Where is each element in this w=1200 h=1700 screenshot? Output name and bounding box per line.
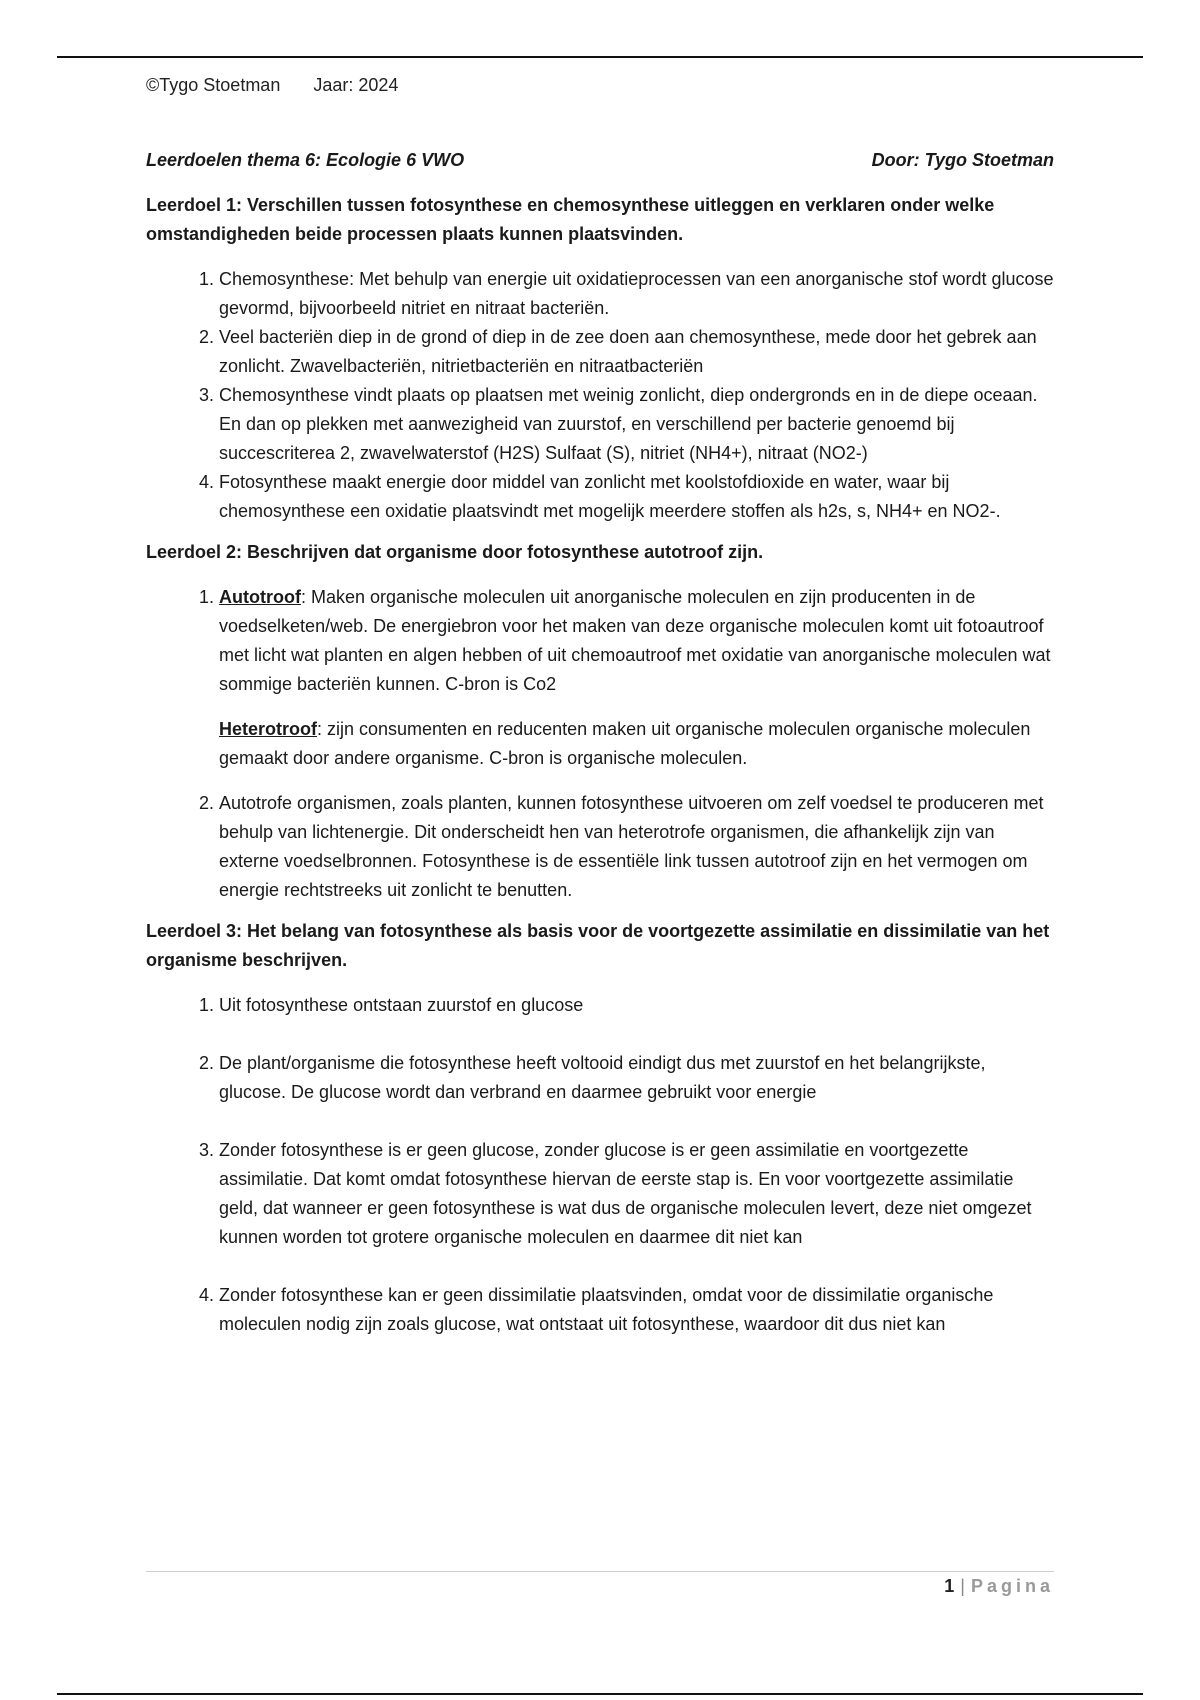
list-item: 3. Chemosynthese vindt plaats op plaatsen met weinig zonlicht, diep ondergronds en in de diepe oceaan. En dan op plekken met aanwezigheid van zuurstof, en verschillend per bacterie genoemd bij succescriterea 2, zwavelwaterstof (H2S) Sulfaat (S), nitriet (NH4+), nitraat (NO2-) bbox=[219, 381, 1054, 468]
goal-1-list bbox=[146, 265, 1054, 526]
list-item: 4. Zonder fotosynthese kan er geen dissimilatie plaatsvinden, omdat voor de dissimilatie organische moleculen nodig zijn zoals glucose, wat ontstaat uit fotosynthese, waardoor dit dus niet kan bbox=[219, 1281, 1054, 1339]
heterotroof-term: Heterotroof bbox=[219, 719, 317, 739]
page-header bbox=[146, 75, 426, 96]
document-byline: Door: Tygo Stoetman bbox=[871, 150, 1054, 170]
heterotroof-paragraph bbox=[219, 715, 1054, 773]
goal-1-heading: Leerdoel 1: Verschillen tussen fotosynthese en chemosynthese uitleggen en verklaren onder welke omstandigheden beide processen plaats kunnen plaatsvinden. bbox=[146, 195, 995, 244]
document-title-row bbox=[146, 146, 1054, 175]
page-number: 1 bbox=[944, 1576, 955, 1596]
bottom-rule bbox=[57, 1693, 1143, 1695]
list-item: 1. Uit fotosynthese ontstaan zuurstof en glucose bbox=[219, 991, 1054, 1020]
autotroof-definition: : Maken organische moleculen uit anorganische moleculen en zijn producenten in de voedselketen/web. De energiebron voor het maken van deze organische moleculen komt uit fotoautroof met licht wat planten en algen hebben of uit chemoautroof met oxidatie van anorganische moleculen wat sommige bacteriën kunnen. C-bron is Co2 bbox=[219, 587, 1051, 694]
autotroof-term: Autotroof bbox=[219, 587, 301, 607]
document-body bbox=[146, 146, 1054, 1351]
list-item: 1. Chemosynthese: Met behulp van energie uit oxidatieprocessen van een anorganische stof wordt glucose gevormd, bijvoorbeeld nitriet en nitraat bacteriën. bbox=[219, 265, 1054, 323]
list-item: 3. Zonder fotosynthese is er geen glucose, zonder glucose is er geen assimilatie en voortgezette assimilatie. Dat komt omdat fotosynthese hiervan de eerste stap is. En voor voortgezette assimilatie geld, dat wanneer er geen fotosynthese is wat dus de organische moleculen levert, deze niet omgezet kunnen worden tot grotere organische moleculen en daarmee dit niet kan bbox=[219, 1136, 1054, 1252]
document-title: Leerdoelen thema 6: Ecologie 6 VWO bbox=[146, 150, 465, 170]
list-item: 2. De plant/organisme die fotosynthese heeft voltooid eindigt dus met zuurstof en het belangrijkste, glucose. De glucose wordt dan verbrand en daarmee gebruikt voor energie bbox=[219, 1049, 1054, 1107]
goal-2-list bbox=[146, 583, 1054, 905]
footer-divider bbox=[146, 1571, 1054, 1572]
author-label: ©Tygo Stoetman bbox=[146, 75, 281, 95]
goal-3-heading: Leerdoel 3: Het belang van fotosynthese als basis voor de voortgezette assimilatie en dissimilatie van het organisme beschrijven. bbox=[146, 921, 1050, 970]
page-word: Pagina bbox=[970, 1576, 1054, 1596]
list-item: 2. Veel bacteriën diep in de grond of diep in de zee doen aan chemosynthese, mede door het gebrek aan zonlicht. Zwavelbacteriën, nitrietbacteriën en nitraatbacteriën bbox=[219, 323, 1054, 381]
top-rule bbox=[57, 56, 1143, 58]
list-item: 2. Autotrofe organismen, zoals planten, kunnen fotosynthese uitvoeren om zelf voedsel te produceren met behulp van lichtenergie. Dit onderscheidt hen van heterotrofe organismen, die afhankelijk zijn van externe voedselbronnen. Fotosynthese is de essentiële link tussen autotroof zijn en het vermogen om energie rechtstreeks uit zonlicht te benutten. bbox=[219, 789, 1054, 905]
year-label: Jaar: 2024 bbox=[313, 75, 399, 95]
list-item: 4. Fotosynthese maakt energie door middel van zonlicht met koolstofdioxide en water, waar bij chemosynthese een oxidatie plaatsvindt met mogelijk meerdere stoffen als h2s, s, NH4+ en NO2-. bbox=[219, 468, 1054, 526]
footer-separator: | bbox=[960, 1576, 965, 1596]
list-item bbox=[219, 583, 1054, 773]
page-footer bbox=[944, 1576, 1054, 1597]
goal-3-list bbox=[146, 991, 1054, 1339]
heterotroof-definition: : zijn consumenten en reducenten maken uit organische moleculen organische moleculen gemaakt door andere organisme. C-bron is organische moleculen. bbox=[219, 719, 1031, 768]
goal-2-heading: Leerdoel 2: Beschrijven dat organisme door fotosynthese autotroof zijn. bbox=[146, 542, 764, 562]
